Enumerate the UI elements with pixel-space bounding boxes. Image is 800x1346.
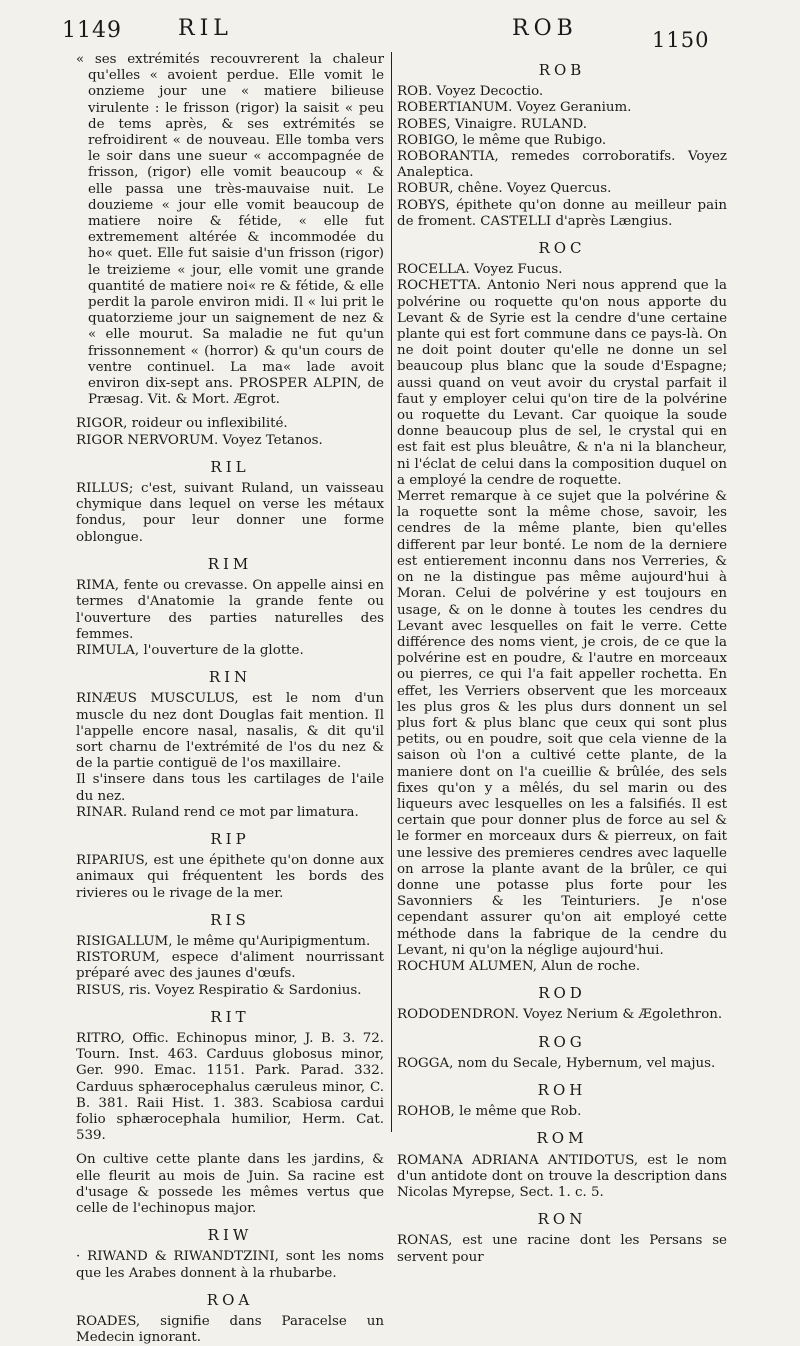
dictionary-entry: RODODENDRON. Voyez Nerium & Ægolethron. [397, 1007, 723, 1023]
dictionary-entry: ROHOB, le même que Rob. [397, 1104, 582, 1120]
section-heading: RIT [210, 1007, 250, 1026]
dictionary-entry: ROBERTIANUM. Voyez Geranium. [397, 100, 632, 116]
section-heading: RON [537, 1210, 587, 1229]
dictionary-entry: ROBES, Vinaigre. RULAND. [397, 116, 588, 132]
dictionary-entry: On cultive cette plante dans les jardins, & elle fleurit au mois de Juin. Sa racine est d'usage & possede les mêmes vertus que celle de l'echinopus major. [76, 1152, 384, 1216]
section-heading: RIM [207, 554, 253, 573]
section-heading: RIS [210, 910, 250, 929]
section-heading: RIN [208, 668, 252, 687]
dictionary-entry: ROBYS, épithete qu'on donne au meilleur pain de froment. CASTELLI d'après Længius. [397, 197, 727, 229]
dictionary-entry: ROMANA ADRIANA ANTIDOTUS, est le nom d'un antidote dont on trouve la description dans Nicolas Myrepse, Sect. 1. c. 5. [397, 1152, 727, 1200]
page-number-left: 1149 [62, 18, 122, 43]
right-column [397, 52, 727, 1265]
dictionary-entry: ROBIGO, le même que Rubigo. [397, 132, 607, 148]
quoted-passage: « ses extrémités recouvrerent la chaleur qu'elles « avoient perdue. Elle vomit le onzieme jour une « matiere bilieuse virulente : le frisson (rigor) la saisit « peu de tems après, & ses extrémités se refroidirent « de nouveau. Elle tomba vers le soir dans une sueur « accompagnée de frisson, (rigor) elle vomit beaucoup « & elle passa une très-mauvaise nuit. Le douzieme « jour elle vomit beaucoup de matiere noire & fétide, « elle fut extremement altérée & incommodée du ho« quet. Elle fut saisie d'un frisson (rigor) le treizieme « jour, elle vomit une grande quantité de matiere noi« re & fétide, & elle perdit la parole environ midi. Il « lui prit le quatorzieme jour un saignement de nez & « elle mourut. Sa maladie ne fut qu'un frissonnement « (horror) & qu'un cours de ventre continuel. La ma« lade avoit environ dix-sept ans. PROSPER ALPIN, de Præsag. Vit. & Mort. Ægrot. [76, 52, 384, 408]
section-heading: RIW [207, 1226, 253, 1245]
section-heading: ROB [538, 61, 586, 79]
dictionary-entry: RISUS, ris. Voyez Respiratio & Sardonius. [76, 982, 362, 998]
page-header [0, 14, 800, 52]
dictionary-entry: Merret remarque à ce sujet que la polvérine & la roquette sont la même chose, savoir, les cendres de la même plante, bien qu'elles different par leur bonté. Le nom de la derniere est entierement inconnu dans nos Verreries, & on ne la distingue pas même aujourd'hui à Moran. Celui de polvérine y est toujours en usage, & on le donne à toutes les cendres du Levant avec lesquelles on fait le verre. Cette différence des noms vient, je crois, de ce que la polvérine est en poudre, & l'autre en morceaux ou pierres, ce qui l'a fait appeller rochetta. En effet, les Verriers observent que les morceaux les plus gros & les plus durs donnent un sel plus fort & plus blanc que ceux qui sont plus petits, ou en poudre, soit que cela vienne de la saison où l'on a cultivé cette plante, de la maniere dont on l'a cueillie & brûlée, des sels fixes qu'on y a mêlés, du sel marin ou des liqueurs avec lesquelles on les a falsifiés. Il est certain que pour donner plus de force au sel & le former en morceaux durs & pierreux, on fait une lessive des premieres cendres avec laquelle on arrose la plante avant de la brûler, ce qui donne une potasse plus forte pour les Savonniers & les Teinturiers. Je n'ose cependant assurer qu'on ait employé cette méthode dans la fabrique de la cendre du Levant, ni qu'on la néglige aujourd'hui. [397, 489, 727, 958]
page-number-right: 1150 [652, 28, 710, 52]
dictionary-entry: RITRO, Offic. Echinopus minor, J. B. 3. 72. Tourn. Inst. 463. Carduus globosus minor, Ger. 990. Emac. 1151. Park. Parad. 332. Carduus sphærocephalus cæruleus minor, C. B. 381. Raii Hist. 1. 383. Scabiosa cardui folio sphærocephala humilior, Herm. Cat. 539. [76, 1030, 384, 1144]
dictionary-entry: ROBUR, chêne. Voyez Quercus. [397, 181, 612, 197]
section-heading: RIP [210, 829, 250, 848]
running-head-left: RIL [178, 16, 233, 41]
dictionary-entry: RINAR. Ruland rend ce mot par limatura. [76, 804, 359, 820]
dictionary-entry: ROCHUM ALUMEN, Alun de roche. [397, 958, 641, 974]
dictionary-entry: ROCHETTA. Antonio Neri nous apprend que la polvérine ou roquette qu'on nous apporte du Levant & de Syrie est la cendre d'une certaine plante qui est fort commune dans ce pays-là. On ne doit point douter qu'elle ne donne un sel beaucoup plus blanc que la soude d'Espagne; aussi quand on veut avoir du crystal parfait il faut y employer celui qu'on tire de la polvérine ou roquette du Levant. Car quoique la soude donne beaucoup plus de sel, le crystal qui en est fait est plus bleuâtre, & n'a ni la blancheur, ni l'éclat de celui dans la composition duquel on a employé la cendre de roquette. [397, 278, 727, 488]
section-heading: ROG [538, 1032, 586, 1051]
section-heading: ROM [536, 1129, 588, 1148]
dictionary-entry: RIGOR, roideur ou inflexibilité. [76, 416, 288, 432]
dictionary-entry: ROGGA, nom du Secale, Hybernum, vel majus. [397, 1055, 716, 1071]
column-divider [391, 52, 392, 1132]
dictionary-entry: Il s'insere dans tous les cartilages de l'aile du nez. [76, 772, 384, 804]
dictionary-entry: ROB. Voyez Decoctio. [397, 84, 544, 100]
dictionary-entry: ROADES, signifie dans Paracelse un Medecin ignorant. [76, 1314, 384, 1346]
dictionary-entry: RONAS, est une racine dont les Persans se servent pour [397, 1233, 727, 1265]
dictionary-entry: RIMA, fente ou crevasse. On appelle ainsi en termes d'Anatomie la grande fente ou l'ouverture des parties naturelles des femmes. [76, 578, 384, 642]
section-heading: RIL [210, 457, 250, 476]
dictionary-entry: RIPARIUS, est une épithete qu'on donne aux animaux qui fréquentent les bords des rivieres ou le rivage de la mer. [76, 853, 384, 901]
dictionary-entry: RISIGALLUM, le même qu'Auripigmentum. [76, 933, 371, 949]
section-heading: ROH [537, 1080, 587, 1099]
dictionary-entry: RINÆUS MUSCULUS, est le nom d'un muscle du nez dont Douglas fait mention. Il l'appelle encore nasal, nasalis, & dit qu'il sort charnu de l'extrémité de l'os du nez & de la partie contiguë de l'os maxillaire. [76, 691, 384, 772]
dictionary-entry: RISTORUM, espece d'aliment nourrissant préparé avec des jaunes d'œufs. [76, 950, 384, 982]
dictionary-entry: RILLUS; c'est, suivant Ruland, un vaisseau chymique dans lequel on verse les métaux fondus, pour leur donner une forme oblongue. [76, 481, 384, 545]
dictionary-entry: RIMULA, l'ouverture de la glotte. [76, 642, 304, 658]
dictionary-entry: ROBORANTIA, remedes corroboratifs. Voyez Analeptica. [397, 149, 727, 181]
dictionary-entry: ROCELLA. Voyez Fucus. [397, 262, 563, 278]
running-head-right: ROB [512, 16, 578, 41]
section-heading: ROA [206, 1290, 254, 1309]
left-column [76, 52, 384, 1346]
section-heading: ROC [538, 239, 586, 258]
dictionary-entry: RIGOR NERVORUM. Voyez Tetanos. [76, 432, 323, 448]
dictionary-entry: · RIWAND & RIWANDTZINI, sont les noms que les Arabes donnent à la rhubarbe. [76, 1249, 384, 1281]
section-heading: ROD [538, 984, 586, 1003]
